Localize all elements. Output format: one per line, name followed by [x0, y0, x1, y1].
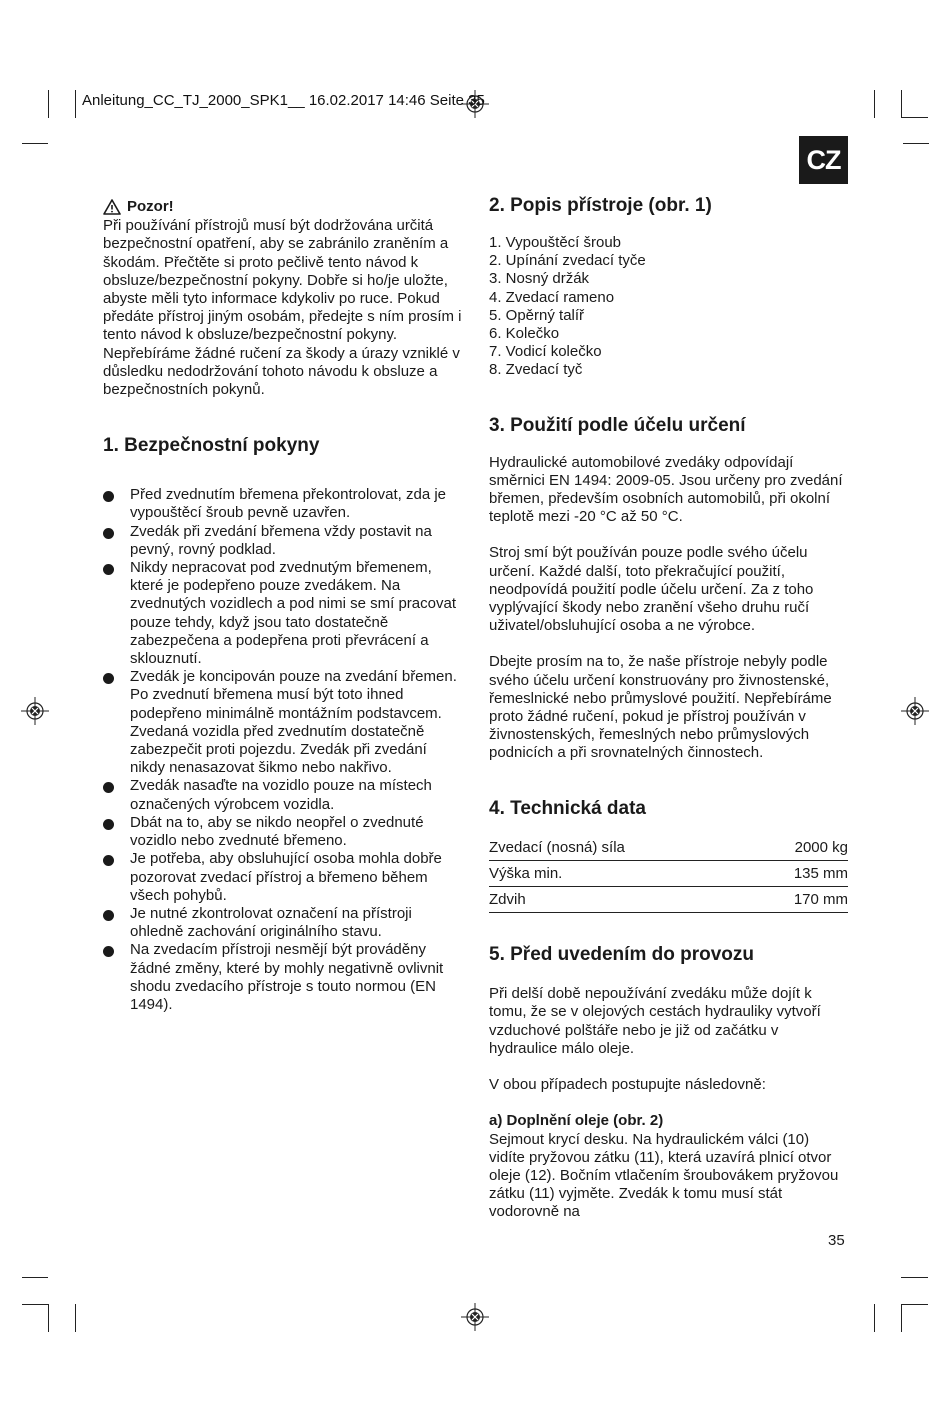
list-item: 8. Zvedací tyč	[489, 361, 583, 379]
spec-label: Zdvih	[489, 887, 746, 913]
list-item: Na zvedacím přístroji nesmějí být prováděny žádné změny, které by mohly negativně ovlivnit shodu zvedacího přístroje s touto normou (EN 1494).	[103, 941, 465, 1014]
spec-label: Výška min.	[489, 860, 746, 886]
list-item: 1. Vypouštěcí šroub	[489, 234, 622, 251]
list-item: 3. Nosný držák	[489, 270, 590, 288]
bullet-icon	[103, 528, 114, 539]
table-row	[489, 860, 848, 886]
crop-mark	[75, 90, 76, 118]
crop-mark	[903, 143, 929, 144]
paragraph: V obou případech postupujte následovně:	[489, 1076, 766, 1094]
list-item: Zvedák je koncipován pouze na zvedání břemen. Po zvednutí břemena musí být toto ihned podepřeno minimálně montážním podstavcem. Zvedaná vozidla před zvednutím dostatečně zabezpečit proti pojezdu. Zvedák při zvedání nikdy nenasazovat šikmo nebo nakřivo.	[103, 668, 465, 777]
crop-mark	[874, 90, 875, 118]
subheading-oil-refill: a) Doplnění oleje (obr. 2)	[489, 1112, 664, 1130]
right-column	[489, 194, 849, 1222]
warning-text: Při používání přístrojů musí být dodržována určitá bezpečnostní opatření, aby se zabránilo zraněním a škodám. Přečtěte si proto pečlivě tento návod k obsluze/bezpečnostní pokyny. Dobře si ho/je uložte, abyste měli tyto informace kdykoliv po ruce. Pokud předáte přístroj jiným osobám, předejte s ním prosím i tento návod k obsluze/bezpečnostní pokyny. Nepřebíráme žádné ručení za škody a úrazy vzniklé v důsledku nedodržování tohoto návodu k obsluze a bezpečnostních pokynů.	[103, 217, 462, 399]
list-item: Zvedák nasaďte na vozidlo pouze na místech označených výrobcem vozidla.	[103, 777, 465, 813]
registration-mark-icon	[21, 697, 49, 725]
list-item: 5. Opěrný talíř	[489, 306, 585, 324]
list-item: 7. Vodicí kolečko	[489, 343, 602, 361]
list-item: Před zvednutím břemena překontrolovat, zda je vypouštěcí šroub pevně uzavřen.	[103, 486, 465, 522]
registration-mark-icon	[461, 1303, 489, 1331]
crop-mark	[901, 1304, 902, 1332]
bullet-icon	[103, 910, 114, 921]
left-column	[103, 198, 465, 1014]
spec-table	[489, 835, 848, 914]
language-badge: CZ	[799, 136, 848, 184]
crop-mark	[75, 1304, 76, 1332]
print-slug: Anleitung_CC_TJ_2000_SPK1__ 16.02.2017 14:46 Seite 35	[82, 92, 485, 109]
list-item: Je nutné zkontrolovat označení na přístroji ohledně zachování originálního stavu.	[103, 905, 465, 941]
list-item: Nikdy nepracovat pod zvednutým břemenem, které je podepřeno pouze zvedákem. Na zvednutých vozidlech a pod nimi se smí pracovat pouze tehdy, když jsou tato dostatečně zabezpečena a podepřena proti převrácení a sklouznutí.	[103, 559, 465, 668]
crop-mark	[48, 90, 49, 118]
registration-mark-icon	[901, 697, 929, 725]
paragraph: Stroj smí být používán pouze podle svého účelu určení. Každé další, toto překračující použití, neodpovídá použití podle účelu určení. Za z toho vyplývající škody nebo zranění všeho druhu ručí uživatel/obsluhující osoba a ne výrobce.	[489, 544, 814, 635]
paragraph: Hydraulické automobilové zvedáky odpovídají směrnici EN 1494: 2009-05. Jsou určeny pro zvedání břemen, především osobních automobilů, při okolní teplotě mezi -20 °C až 50 °C.	[489, 453, 843, 526]
spec-value: 170 mm	[746, 887, 848, 913]
spec-value: 2000 kg	[746, 835, 848, 861]
paragraph: Při delší době nepoužívání zvedáku může dojít k tomu, že se v olejových cestách hydrauliky vytvoří vzduchové polštáře nebo je již od začátku v hydraulice málo oleje.	[489, 985, 821, 1057]
list-item: Je potřeba, aby obsluhující osoba mohla dobře pozorovat zvedací přístroj a břemeno během všech pohybů.	[103, 850, 465, 905]
crop-mark	[901, 1304, 928, 1305]
paragraph: Dbejte prosím na to, že naše přístroje nebyly podle svého účelu určení konstruovány pro živnostenské, řemeslnické nebo průmyslové použití. Nepřebíráme proto žádné ručení, pokud je přístroj používán v živnostenských, řemeslných nebo průmyslových podnicích a při srovnatelných činnostech.	[489, 653, 832, 762]
table-row	[489, 887, 848, 913]
spec-value: 135 mm	[746, 860, 848, 886]
crop-mark	[901, 1277, 928, 1278]
spec-label: Zvedací (nosná) síla	[489, 835, 746, 861]
list-item: Zvedák při zvedání břemena vždy postavit na pevný, rovný podklad.	[103, 523, 465, 559]
section-heading-technical: 4. Technická data	[489, 797, 646, 819]
list-item: 6. Kolečko	[489, 325, 560, 343]
bullet-icon	[103, 946, 114, 957]
section-heading-safety: 1. Bezpečnostní pokyny	[103, 435, 320, 457]
list-item: 2. Upínání zvedací tyče	[489, 252, 646, 270]
crop-mark	[22, 1304, 48, 1305]
list-item: Dbát na to, aby se nikdo neopřel o zvednuté vozidlo nebo zvednuté břemeno.	[103, 814, 465, 850]
bullet-icon	[103, 491, 114, 502]
warning-title-text: Pozor!	[127, 198, 174, 215]
page-number: 35	[828, 1232, 845, 1249]
bullet-icon	[103, 564, 114, 575]
bullet-icon	[103, 855, 114, 866]
crop-mark	[22, 143, 48, 144]
safety-list	[103, 486, 465, 1014]
warning-title	[103, 198, 465, 216]
section-heading-startup: 5. Před uvedením do provozu	[489, 944, 754, 966]
bullet-icon	[103, 673, 114, 684]
section-heading-description: 2. Popis přístroje (obr. 1)	[489, 195, 712, 216]
table-row	[489, 835, 848, 861]
warning-triangle-icon	[103, 199, 121, 215]
crop-mark	[901, 117, 928, 118]
crop-mark	[48, 1304, 49, 1332]
paragraph: Sejmout krycí desku. Na hydraulickém válci (10) vidíte pryžovou zátku (11), která uzavírá plnicí otvor oleje (12). Bočním vtlačením šroubovákem pryžovou zátku (11) vyjměte. Zvedák k tomu musí stát vodorovně na	[489, 1130, 839, 1221]
crop-mark	[22, 1277, 48, 1278]
bullet-icon	[103, 819, 114, 830]
bullet-icon	[103, 782, 114, 793]
parts-list	[489, 234, 849, 380]
crop-mark	[901, 90, 902, 118]
section-heading-usage: 3. Použití podle účelu určení	[489, 414, 746, 436]
crop-mark	[874, 1304, 875, 1332]
list-item: 4. Zvedací rameno	[489, 288, 615, 306]
